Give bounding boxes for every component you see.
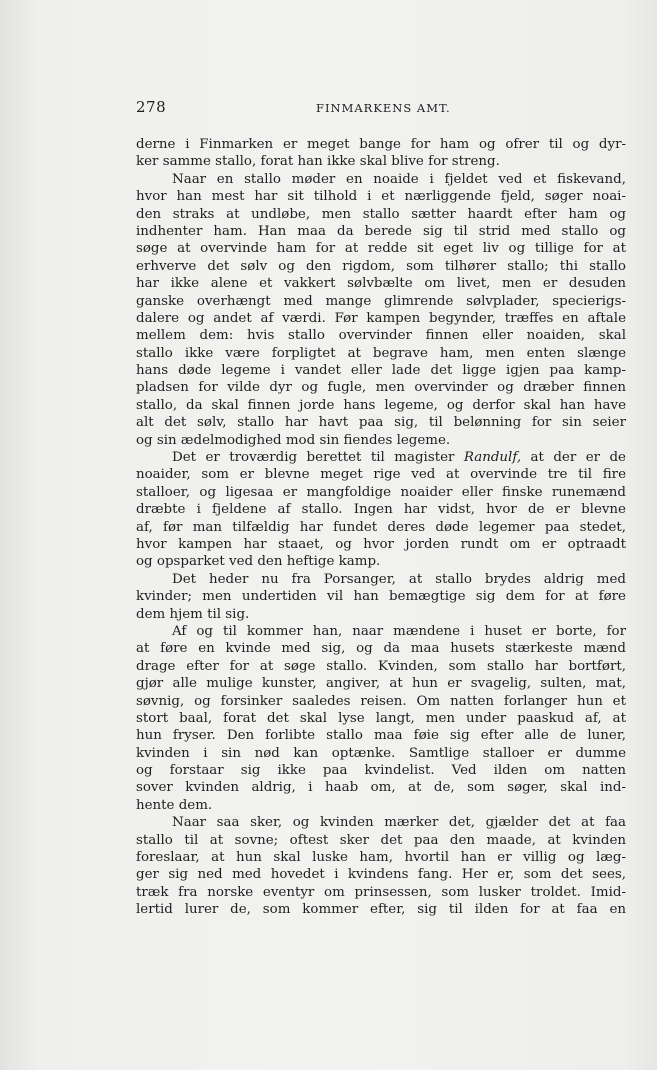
text-line: pladsen for vilde dyr og fugle, men overvinder og dræber finnen xyxy=(136,380,626,396)
text-line: har ikke alene et vakkert sølvbælte om livet, men er desuden xyxy=(136,276,626,292)
text-line: kvinder; men undertiden vil han bemægtige sig dem for at føre xyxy=(136,589,626,605)
text-line: erhverve det sølv og den rigdom, som tilhører stallo; thi stallo xyxy=(136,258,626,274)
text-line: Naar saa sker, og kvinden mærker det, gjælder det at faa xyxy=(172,815,626,831)
running-head: FINMARKENS AMT. xyxy=(316,101,451,115)
text-line: Det heder nu fra Porsanger, at stallo brydes aldrig med xyxy=(172,571,626,587)
text-line: stalloer, og ligesaa er mangfoldige noaider eller finske runemænd xyxy=(136,484,626,500)
text-line: ker samme stallo, forat han ikke skal blive for streng. xyxy=(136,154,500,170)
text-segment: at der er de xyxy=(530,450,626,466)
text-line: lertid lurer de, som kommer efter, sig til ilden for at faa en xyxy=(136,902,626,918)
text-line: drage efter for at søge stallo. Kvinden, som stallo har bortført, xyxy=(136,658,626,674)
text-line: gjør alle mulige kunster, angiver, at hun er svagelig, sulten, mat, xyxy=(136,676,626,692)
text-line: hans døde legeme i vandet eller lade det ligge igjen paa kamp- xyxy=(136,363,626,379)
body-text xyxy=(136,136,626,919)
text-line: hvor kampen har staaet, og hvor jorden rundt om er optraadt xyxy=(136,536,626,552)
text-line: dem hjem til sig. xyxy=(136,606,250,622)
text-line: og opsparket ved den heftige kamp. xyxy=(136,554,381,570)
text-line: ganske overhængt med mange glimrende sølvplader, specierigs- xyxy=(136,293,626,309)
text-line: hun fryser. Den forlibte stallo maa føie sig efter alle de luner, xyxy=(136,728,626,744)
page-header xyxy=(136,98,626,118)
text-line: og sin ædelmodighed mod sin fiendes legeme. xyxy=(136,432,451,448)
text-line: træk fra norske eventyr om prinsessen, som lusker troldet. Imid- xyxy=(136,884,626,900)
text-line: den straks at undløbe, men stallo sætter haardt efter ham og xyxy=(136,206,626,222)
text-line: dræbte i fjeldene af stallo. Ingen har vidst, hvor de er blevne xyxy=(136,502,626,518)
text-line: af, før man tilfældig har fundet deres døde legemer paa stedet, xyxy=(136,519,626,535)
text-line: hente dem. xyxy=(136,797,213,813)
text-line: mellem dem: hvis stallo overvinder finnen eller noaiden, skal xyxy=(136,328,626,344)
text-line: foreslaar, at hun skal luske ham, hvortil han er villig og læg- xyxy=(136,850,626,866)
text-line: stallo til at sovne; oftest sker det paa den maade, at kvinden xyxy=(136,832,626,848)
text-line: søvnig, og forsinker saaledes reisen. Om natten forlanger hun et xyxy=(136,693,626,709)
text-line: Naar en stallo møder en noaide i fjeldet ved et fiskevand, xyxy=(172,171,626,187)
text-line: stallo ikke være forpligtet at begrave ham, men enten slænge xyxy=(136,345,626,361)
text-line: Af og til kommer han, naar mændene i huset er borte, for xyxy=(172,623,626,639)
text-line: dalere og andet af værdi. Før kampen begynder, træffes en aftale xyxy=(136,310,626,326)
page-number: 278 xyxy=(136,98,167,116)
text-line: hvor han mest har sit tilhold i et nærliggende fjeld, søger noai- xyxy=(136,189,626,205)
text-line: sover kvinden aldrig, i haab om, at de, som søger, skal ind- xyxy=(136,780,626,796)
text-line-with-name xyxy=(136,449,626,466)
text-line: alt det sølv, stallo har havt paa sig, til belønning for sin seier xyxy=(136,415,626,431)
text-line: at føre en kvinde med sig, og da maa husets stærkeste mænd xyxy=(136,641,626,657)
text-line: og forstaar sig ikke paa kvindelist. Ved ilden om natten xyxy=(136,763,626,779)
text-segment: Det er troværdig berettet til magister xyxy=(172,450,455,466)
text-line: noaider, som er blevne meget rige ved at overvinde tre til fire xyxy=(136,467,626,483)
text-line: stort baal, forat det skal lyse langt, men under paaskud af, at xyxy=(136,710,626,726)
text-line: søge at overvinde ham for at redde sit eget liv og tillige for at xyxy=(136,241,626,257)
person-name: Randulf, xyxy=(463,450,522,466)
text-line: stallo, da skal finnen jorde hans legeme, og derfor skal han have xyxy=(136,397,626,413)
text-line: kvinden i sin nød kan optænke. Samtlige stalloer er dumme xyxy=(136,745,626,761)
text-line: indhenter ham. Han maa da berede sig til strid med stallo og xyxy=(136,223,626,239)
text-line: derne i Finmarken er meget bange for ham og ofrer til og dyr- xyxy=(136,137,626,152)
text-line: ger sig ned med hovedet i kvindens fang. Her er, som det sees, xyxy=(136,867,626,883)
